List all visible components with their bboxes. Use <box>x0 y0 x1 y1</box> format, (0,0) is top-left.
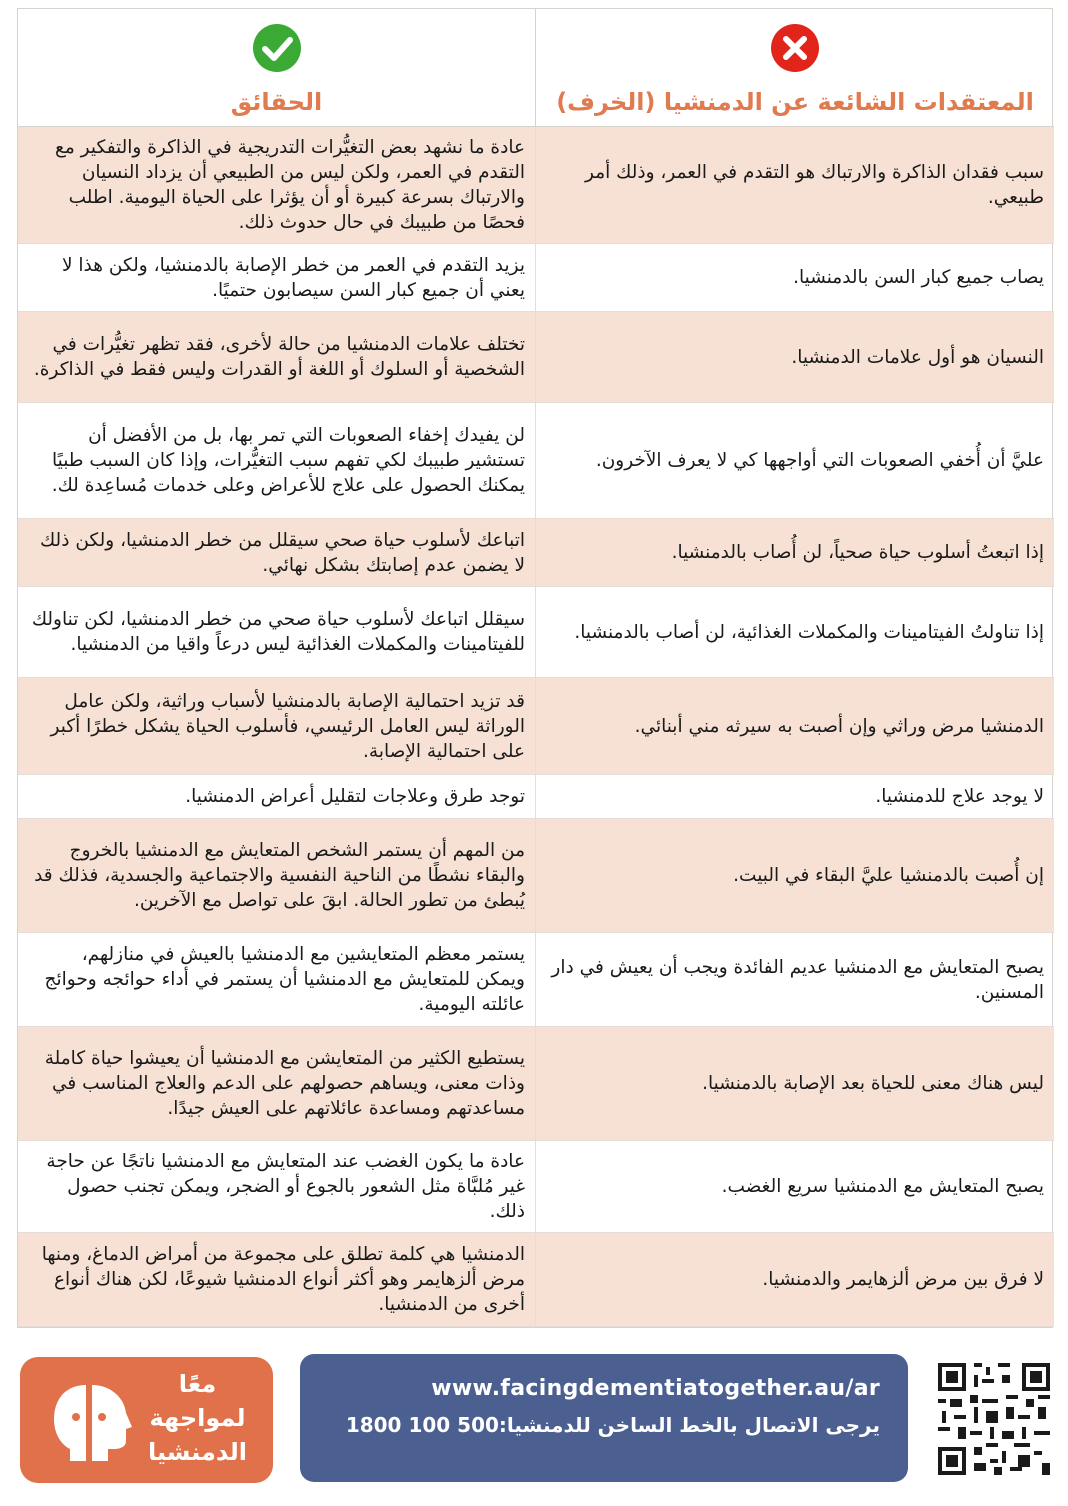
myth-cell: عليَّ أن أُخفي الصعوبات التي أواجهها كي لا يعرف الآخرون. <box>536 403 1054 519</box>
myths-facts-table <box>17 8 1053 1328</box>
myth-cell: إن أُصبت بالدمنشيا عليَّ البقاء في البيت. <box>536 819 1054 933</box>
website-link[interactable]: www.facingdementiatogether.au/ar <box>431 1376 880 1401</box>
facts-header <box>18 9 536 127</box>
hotline-text: يرجى الاتصال بالخط الساخن للدمنشيا:500 100 1800 <box>345 1413 880 1437</box>
myth-cell: إذا اتبعتُ أسلوب حياة صحياً، لن أُصاب بالدمنشيا. <box>536 519 1054 587</box>
myth-cell: الدمنشيا مرض وراثي وإن أصبت به سيرثه مني أبنائي. <box>536 678 1054 775</box>
facts-title: الحقائق <box>230 88 323 116</box>
fact-cell: يزيد التقدم في العمر من خطر الإصابة بالدمنشيا، ولكن هذا لا يعني أن جميع كبار السن سيصابون حتميًا. <box>18 244 536 312</box>
fact-cell: عادة ما نشهد بعض التغيُّرات التدريجية في الذاكرة والتفكير مع التقدم في العمر، ولكن ليس من الطبيعي أن يزداد النسيان والارتباك بسرعة كبيرة أو أن يؤثرا على الحياة اليومية. اطلب فحصًا من طبيبك في حال حدوث ذلك. <box>18 127 536 244</box>
myth-cell: سبب فقدان الذاكرة والارتباك هو التقدم في العمر، وذلك أمر طبيعي. <box>536 127 1054 244</box>
x-circle-icon <box>771 24 819 72</box>
myth-cell: إذا تناولتُ الفيتامينات والمكملات الغذائية، لن أصاب بالدمنشيا. <box>536 587 1054 678</box>
myth-cell: يصبح المتعايش مع الدمنشيا سريع الغضب. <box>536 1141 1054 1233</box>
fact-cell: سيقلل اتباعك لأسلوب حياة صحي من خطر الدمنشيا، لكن تناولك للفيتامينات والمكملات الغذائية ليس درعاً واقيا من الدمنشيا. <box>18 587 536 678</box>
fact-cell: يستطيع الكثير من المتعايشن مع الدمنشيا أن يعيشوا حياة كاملة وذات معنى، ويساهم حصولهم على الدعم والعلاج المناسب في مساعدتهم ومساعدة عائلاتهم على العيش جيدًا. <box>18 1027 536 1141</box>
myths-title: المعتقدات الشائعة عن الدمنشيا (الخرف) <box>556 88 1034 116</box>
myth-cell: النسيان هو أول علامات الدمنشيا. <box>536 312 1054 403</box>
qr-code-icon[interactable] <box>938 1363 1050 1475</box>
facing-dementia-together-logo <box>20 1357 273 1483</box>
myth-cell: يصبح المتعايش مع الدمنشيا عديم الفائدة ويجب أن يعيش في دار المسنين. <box>536 933 1054 1027</box>
fact-cell: توجد طرق وعلاجات لتقليل أعراض الدمنشيا. <box>18 775 536 819</box>
myth-cell: ليس هناك معنى للحياة بعد الإصابة بالدمنشيا. <box>536 1027 1054 1141</box>
fact-cell: قد تزيد احتمالية الإصابة بالدمنشيا لأسباب وراثية، ولكن عامل الوراثة ليس العامل الرئيسي، فأسلوب الحياة يشكل خطرًا أكبر على احتمالية الإصابة. <box>18 678 536 775</box>
myths-header <box>536 9 1054 127</box>
fact-cell: تختلف علامات الدمنشيا من حالة لأخرى، فقد تظهر تغيُّرات في الشخصية أو السلوك أو اللغة أو القدرات وليس فقط في الذاكرة. <box>18 312 536 403</box>
fact-cell: من المهم أن يستمر الشخص المتعايش مع الدمنشيا بالخروج والبقاء نشطًا من الناحية النفسية والاجتماعية والجسدية، فذلك قد يُبطئ من تطور الحالة. ابقَ على تواصل مع الآخرين. <box>18 819 536 933</box>
heads-logo-icon <box>46 1379 136 1463</box>
fact-cell: يستمر معظم المتعايشين مع الدمنشيا بالعيش في منازلهم، ويمكن للمتعايش مع الدمنشيا أن يستمر في أداء حوائجه وحوائج عائلته اليومية. <box>18 933 536 1027</box>
fact-cell: لن يفيدك إخفاء الصعوبات التي تمر بها، بل من الأفضل أن تستشير طبيبك لكي تفهم سبب التغيُّرات، وإذا كان السبب طبيًا يمكنك الحصول على علاج للأعراض وعلى خدمات مُساعِدة لك. <box>18 403 536 519</box>
fact-cell: الدمنشيا هي كلمة تطلق على مجموعة من أمراض الدماغ، ومنها مرض ألزهايمر وهو أكثر أنواع الدمنشيا شيوعًا، لكن هناك أنواع أخرى من الدمنشيا. <box>18 1233 536 1327</box>
contact-banner <box>300 1354 908 1482</box>
myth-cell: يصاب جميع كبار السن بالدمنشيا. <box>536 244 1054 312</box>
fact-cell: عادة ما يكون الغضب عند المتعايش مع الدمنشيا ناتجًا عن حاجة غير مُلبَّاة مثل الشعور بالجوع أو الضجر، ويمكن تجنب حصول ذلك. <box>18 1141 536 1233</box>
check-circle-icon <box>253 24 301 72</box>
myth-cell: لا فرق بين مرض ألزهايمر والدمنشيا. <box>536 1233 1054 1327</box>
logo-text: معًا لمواجهة الدمنشيا <box>148 1370 247 1466</box>
fact-cell: اتباعك لأسلوب حياة صحي سيقلل من خطر الدمنشيا، ولكن ذلك لا يضمن عدم إصابتك بشكل نهائي. <box>18 519 536 587</box>
myth-cell: لا يوجد علاج للدمنشيا. <box>536 775 1054 819</box>
